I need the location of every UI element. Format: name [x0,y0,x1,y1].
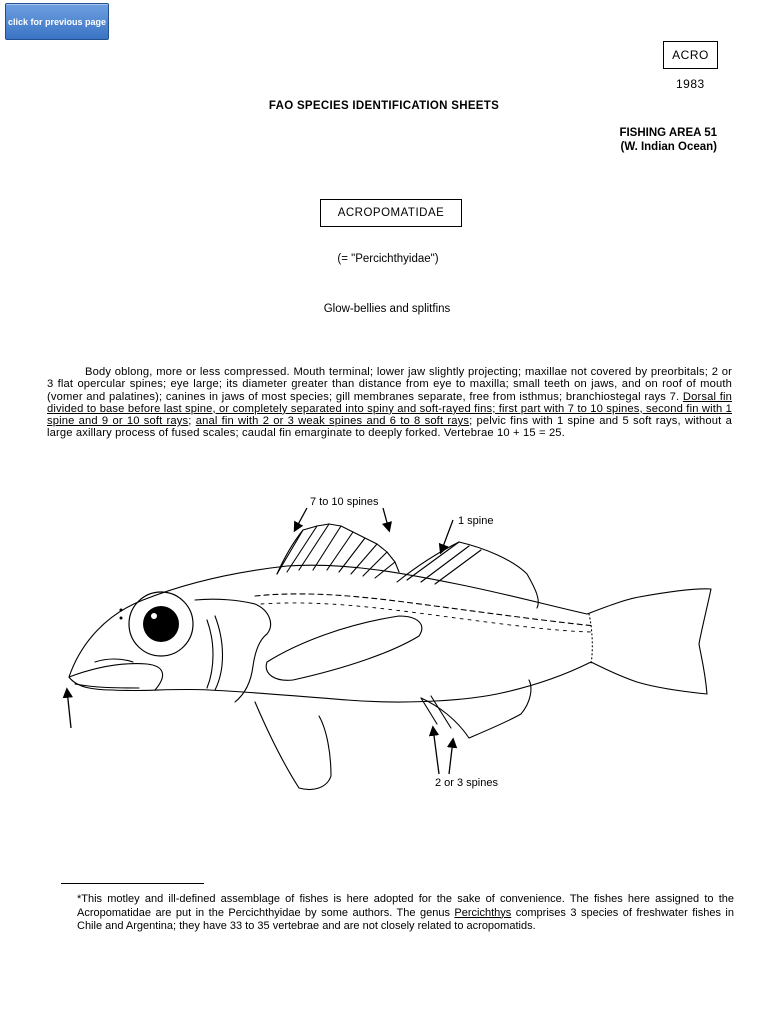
description-anal-fin: anal fin with 2 or 3 weak spines and 6 to 8 soft rays [195,415,470,428]
footnote-divider [61,883,204,884]
second-dorsal-spine-label: 1 spine [458,515,494,527]
dorsal-spines-label: 7 to 10 spines [310,496,379,508]
family-synonym: (= "Percichthyidae") [337,253,439,265]
footnote-text: *This motley and ill-defined assemblage of fishes is here adopted for the sake of convenience. The fishes here assigned to the Acropomatidae are put in the Percichthyidae by some authors. The genus [77,893,734,919]
description-dorsal-fin: Dorsal fin divided to base before last spine, or completely separated into spiny and soft-rayed fins; first part with 7 to 10 spines, second fin with 1 spine and 9 or 10 soft rays [47,390,732,428]
fish-drawing [55,492,715,802]
common-names: Glow-bellies and splitfins [323,303,451,315]
footnote-text-end: comprises 3 species of freshwater fishes in Chile and Argentina; they have 33 to 35 vertebrae and are not closely related to acropomatids. [77,906,734,932]
description-text-end: ; pelvic fins with 1 spine and 5 soft rays, without a large axillary process of fused scales; caudal fin emarginate to deeply forked. Vertebrae 10 + 15 = 25. [47,415,732,440]
species-code-box: ACRO [663,41,718,69]
family-name-box: ACROPOMATIDAE [320,199,462,227]
fishing-area [619,126,717,154]
sheet-title: FAO SPECIES IDENTIFICATION SHEETS [268,100,500,112]
fishing-area-region: (W. Indian Ocean) [620,141,717,153]
previous-page-button[interactable]: click for previous page [5,3,109,40]
footnote-genus: Percichthys [454,906,512,919]
family-description [47,366,732,440]
year: 1983 [676,77,705,91]
description-text: Body oblong, more or less compressed. Mouth terminal; lower jaw slightly projecting; maxillae not covered by preorbitals; 2 or 3 flat opercular spines; eye large; its diameter greater than distance from eye to maxilla; small teeth on jaws, and on roof of mouth (vomer and palatines); canines in jaws of most species; gill membranes separate, free from isthmus; branchiostegal rays 7. [47,366,732,403]
anal-spines-label: 2 or 3 spines [435,777,498,789]
description-separator: ; [188,415,196,428]
footnote [77,893,734,934]
fish-illustration [55,492,715,802]
fishing-area-number: FISHING AREA 51 [619,127,717,139]
